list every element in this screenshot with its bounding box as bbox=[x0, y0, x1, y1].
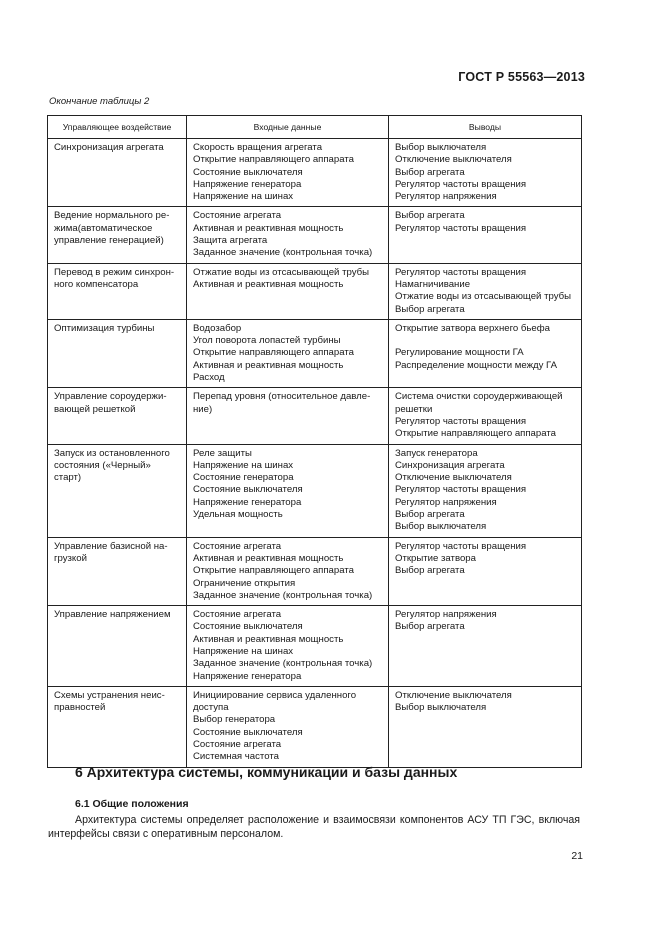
cell-line: Состояние агрегата bbox=[193, 739, 282, 751]
cell-line: Выбор выключателя bbox=[395, 702, 487, 714]
cell-line: Запуск из остановленного bbox=[54, 447, 170, 459]
table-row bbox=[48, 319, 582, 387]
cell-line: грузкой bbox=[54, 552, 87, 564]
cell-line: Схемы устранения неис- bbox=[54, 689, 165, 701]
subsection-title: 6.1 Общие положения bbox=[75, 798, 189, 810]
table-row bbox=[48, 686, 582, 767]
cell-line: Оптимизация турбины bbox=[54, 322, 155, 334]
cell-line: Открытие направляющего аппарата bbox=[193, 154, 354, 166]
cell-line: Расход bbox=[193, 372, 225, 384]
cell-line: Синхронизация агрегата bbox=[54, 142, 164, 153]
inputs-cell bbox=[187, 263, 389, 319]
inputs-cell bbox=[187, 537, 389, 605]
cell-line: Напряжение генератора bbox=[193, 496, 302, 508]
cell-line: Заданное значение (контрольная точка) bbox=[193, 589, 373, 601]
cell-line: Состояние агрегата bbox=[193, 540, 282, 552]
cell-line: Состояние агрегата bbox=[193, 210, 282, 222]
action-cell bbox=[48, 263, 187, 319]
cell-line: Регулятор напряжения bbox=[395, 191, 497, 203]
cell-line: Выбор генератора bbox=[193, 714, 276, 726]
cell-line: Защита агрегата bbox=[193, 235, 268, 247]
cell-line: Запуск генератора bbox=[395, 447, 478, 459]
cell-line: ного компенсатора bbox=[54, 278, 139, 290]
outputs-cell bbox=[389, 606, 582, 687]
cell-line: Выбор агрегата bbox=[395, 621, 465, 633]
action-cell bbox=[48, 606, 187, 687]
cell-line: Отжатие воды из отсасывающей трубы bbox=[395, 291, 571, 303]
cell-line: Ограничение открытия bbox=[193, 577, 296, 589]
outputs-cell bbox=[389, 444, 582, 537]
cell-line: Выбор агрегата bbox=[395, 509, 465, 521]
outputs-cell bbox=[389, 207, 582, 263]
cell-line: Инициирование сервиса удаленного bbox=[193, 689, 357, 701]
inputs-cell bbox=[187, 388, 389, 444]
action-cell bbox=[48, 319, 187, 387]
document-code: ГОСТ Р 55563—2013 bbox=[458, 70, 585, 84]
inputs-cell bbox=[187, 207, 389, 263]
action-cell bbox=[48, 139, 187, 207]
action-cell bbox=[48, 207, 187, 263]
cell-line: Регулирование мощности ГА bbox=[395, 347, 524, 359]
cell-line: Активная и реактивная мощность bbox=[193, 359, 344, 371]
inputs-cell bbox=[187, 139, 389, 207]
cell-line: Перепад уровня (относительное давле- bbox=[193, 391, 371, 403]
cell-line bbox=[395, 335, 575, 347]
cell-line: Заданное значение (контрольная точка) bbox=[193, 247, 373, 259]
cell-line: Системная частота bbox=[193, 751, 279, 763]
section-title: 6 Архитектура системы, коммуникации и базы данных bbox=[75, 764, 458, 780]
cell-line: Заданное значение (контрольная точка) bbox=[193, 658, 373, 670]
cell-line: Отключение выключателя bbox=[395, 472, 512, 484]
table-row bbox=[48, 444, 582, 537]
cell-line: Выбор выключателя bbox=[395, 521, 487, 533]
cell-line: Открытие затвора верхнего бьефа bbox=[395, 322, 550, 334]
cell-line: Перевод в режим синхрон- bbox=[54, 266, 175, 278]
column-header-outputs: Выводы bbox=[389, 116, 582, 139]
outputs-cell bbox=[389, 319, 582, 387]
cell-line: Напряжение генератора bbox=[193, 178, 302, 190]
cell-line: Активная и реактивная мощность bbox=[193, 633, 344, 645]
cell-line: Угол поворота лопастей турбины bbox=[193, 335, 341, 347]
cell-line: Регулятор частоты вращения bbox=[395, 222, 527, 234]
cell-line: состояния («Черный» bbox=[54, 459, 151, 471]
column-header-action: Управляющее воздействие bbox=[48, 116, 187, 139]
action-cell bbox=[48, 686, 187, 767]
cell-line: Открытие направляющего аппарата bbox=[193, 347, 354, 359]
action-cell bbox=[48, 444, 187, 537]
cell-line: Напряжение на шинах bbox=[193, 645, 294, 657]
cell-line: Напряжение генератора bbox=[193, 670, 302, 682]
cell-line: доступа bbox=[193, 702, 229, 714]
cell-line: Активная и реактивная мощность bbox=[193, 222, 344, 234]
cell-line: Регулятор напряжения bbox=[395, 609, 497, 621]
cell-line: Состояние генератора bbox=[193, 472, 294, 484]
column-header-inputs: Входные данные bbox=[187, 116, 389, 139]
cell-line: Состояние выключателя bbox=[193, 726, 303, 738]
cell-line: Открытие затвора bbox=[395, 552, 476, 564]
table-row bbox=[48, 263, 582, 319]
cell-line: Управление напряжением bbox=[54, 609, 171, 621]
outputs-cell bbox=[389, 686, 582, 767]
cell-line: Синхронизация агрегата bbox=[395, 459, 505, 471]
cell-line: Регулятор частоты вращения bbox=[395, 415, 527, 427]
cell-line: Регулятор частоты вращения bbox=[395, 178, 527, 190]
inputs-cell bbox=[187, 319, 389, 387]
cell-line: Выбор агрегата bbox=[395, 303, 465, 315]
cell-line: Скорость вращения агрегата bbox=[193, 142, 323, 153]
cell-line: жима(автоматическое bbox=[54, 222, 153, 234]
cell-line: Выбор агрегата bbox=[395, 166, 465, 178]
table-caption: Окончание таблицы 2 bbox=[49, 96, 150, 107]
table-row bbox=[48, 388, 582, 444]
cell-line: Водозабор bbox=[193, 322, 242, 334]
cell-line: Открытие направляющего аппарата bbox=[193, 565, 354, 577]
cell-line: Выбор агрегата bbox=[395, 565, 465, 577]
outputs-cell bbox=[389, 263, 582, 319]
table-body bbox=[48, 139, 582, 768]
inputs-cell bbox=[187, 444, 389, 537]
cell-line: Напряжение на шинах bbox=[193, 459, 294, 471]
cell-line: Ведение нормального ре- bbox=[54, 210, 170, 222]
table-row bbox=[48, 139, 582, 207]
cell-line: Намагничивание bbox=[395, 278, 471, 290]
action-cell bbox=[48, 537, 187, 605]
cell-line: правностей bbox=[54, 702, 106, 714]
cell-line: Реле защиты bbox=[193, 447, 252, 459]
cell-line: Активная и реактивная мощность bbox=[193, 552, 344, 564]
cell-line: Регулятор напряжения bbox=[395, 496, 497, 508]
cell-line: Регулятор частоты вращения bbox=[395, 540, 527, 552]
cell-line: вающей решеткой bbox=[54, 403, 136, 415]
table-row bbox=[48, 207, 582, 263]
cell-line: Регулятор частоты вращения bbox=[395, 266, 527, 278]
outputs-cell bbox=[389, 388, 582, 444]
control-actions-table bbox=[47, 115, 582, 768]
inputs-cell bbox=[187, 606, 389, 687]
cell-line: Управление сороудержи- bbox=[54, 391, 167, 403]
table-row bbox=[48, 537, 582, 605]
cell-line: Состояние выключателя bbox=[193, 484, 303, 496]
cell-line: Система очистки сороудерживающей bbox=[395, 391, 563, 403]
cell-line: Регулятор частоты вращения bbox=[395, 484, 527, 496]
cell-line: решетки bbox=[395, 403, 433, 415]
page-number: 21 bbox=[571, 850, 583, 862]
cell-line: Выбор выключателя bbox=[395, 142, 487, 153]
cell-line: Состояние выключателя bbox=[193, 621, 303, 633]
inputs-cell bbox=[187, 686, 389, 767]
table-row bbox=[48, 606, 582, 687]
cell-line: старт) bbox=[54, 472, 82, 484]
cell-line: Управление базисной на- bbox=[54, 540, 168, 552]
cell-line: Активная и реактивная мощность bbox=[193, 278, 344, 290]
cell-line: Состояние агрегата bbox=[193, 609, 282, 621]
table-header-row bbox=[48, 116, 582, 139]
outputs-cell bbox=[389, 139, 582, 207]
cell-line: Открытие направляющего аппарата bbox=[395, 428, 556, 440]
cell-line: Удельная мощность bbox=[193, 509, 283, 521]
cell-line: управление генерацией) bbox=[54, 235, 164, 247]
cell-line: Отключение выключателя bbox=[395, 154, 512, 166]
cell-line: Распределение мощности между ГА bbox=[395, 359, 558, 371]
cell-line: Состояние выключателя bbox=[193, 166, 303, 178]
section-paragraph: Архитектура системы определяет расположение и взаимосвязи компонентов АСУ ТП ГЭС, включая интерфейсы связи с оперативным персоналом. bbox=[48, 814, 580, 840]
cell-line: Напряжение на шинах bbox=[193, 191, 294, 203]
action-cell bbox=[48, 388, 187, 444]
cell-line: Отжатие воды из отсасывающей трубы bbox=[193, 266, 369, 278]
cell-line: Выбор агрегата bbox=[395, 210, 465, 222]
outputs-cell bbox=[389, 537, 582, 605]
cell-line: Отключение выключателя bbox=[395, 689, 512, 701]
cell-line: ние) bbox=[193, 403, 213, 415]
